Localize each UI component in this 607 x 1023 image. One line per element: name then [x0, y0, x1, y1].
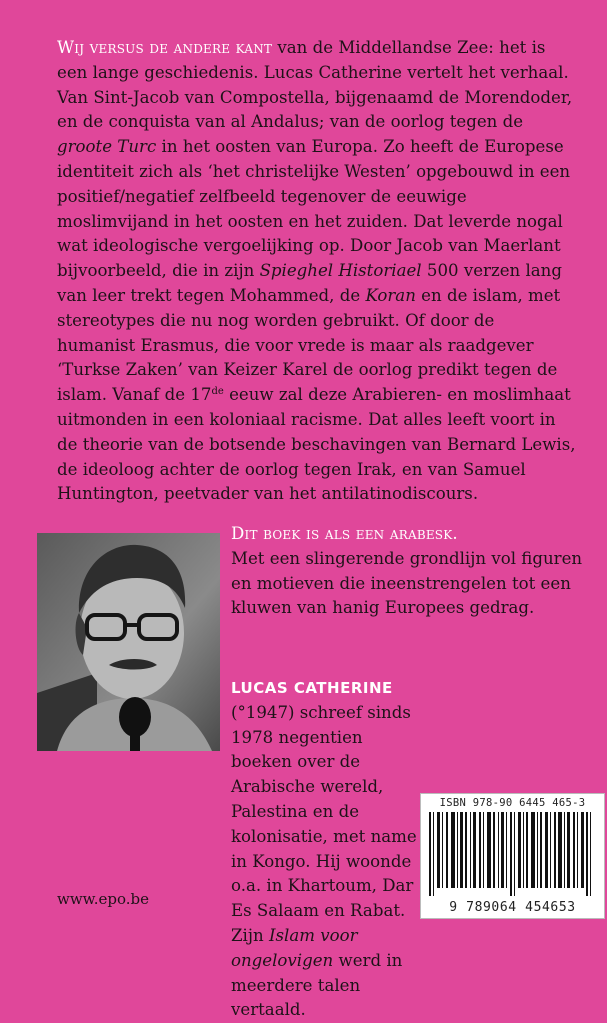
blurb-superscript: de	[211, 386, 224, 398]
arabesk-text: Met een slingerende grondlijn vol figuren en motieven die ineenstrengelen tot een kluwen van hanig Europees gedrag.	[231, 548, 583, 618]
author-name: LUCAS CATHERINE	[231, 679, 393, 697]
blurb-italic-koran: Koran	[365, 285, 416, 305]
blurb-text-d: en de islam, met stereotypes die nu nog worden gebruikt. Of door de humanist Erasmus, die voor vrede is maar als raadgever ‘Turkse Zaken’ van Keizer Karel de oorlog predikt tegen de islam. Vanaf de 17	[57, 285, 561, 405]
author-bio	[57, 676, 417, 1023]
blurb-block	[57, 36, 577, 507]
blurb-text-e: eeuw zal deze Arabieren- en moslimhaat uitmonden in een koloniaal racisme. Dat alles leeft voort in de theorie van de botsende beschavingen van Bernard Lewis, de ideoloog achter de oorlog tegen Irak, en van Samuel Huntington, peetvader van het antilatinodiscours.	[57, 385, 576, 504]
blurb-italic-groote-turc: groote Turc	[57, 137, 157, 157]
blurb-paragraph	[57, 36, 577, 507]
blurb-lead: Wij versus de andere kant	[57, 38, 273, 57]
author-bio-italic-title: Islam voor ongelovigen	[231, 925, 358, 970]
author-bio-text-b: werd in meerdere talen vertaald.	[231, 950, 403, 1020]
isbn-text: ISBN 978-90 6445 465-3	[439, 797, 586, 809]
publisher-website: www.epo.be	[57, 890, 149, 908]
blurb-italic-spieghel: Spieghel Historiael	[259, 261, 422, 281]
author-bio-first-line-wrap	[57, 676, 417, 1023]
author-bio-text-a: (°1947) schreef sinds 1978 negentien boeken over de Arabische wereld, Palestina en de kolonisatie, met name in Kongo. Hij woonde o.a. in Khartoum, Dar Es Salaam en Rabat. Zijn	[231, 702, 417, 945]
blurb-text-a: van de Middellandse Zee: het is een lange geschiedenis. Lucas Catherine vertelt het verhaal. Van Sint-Jacob van Compostella, bijgenaamd de Morendoder, en de conquista van al Andalus; van de oorlog tegen de	[57, 38, 573, 132]
blurb-text-b: in het oosten van Europa. Zo heeft de Europese identiteit zich als ‘het christelijke Westen’ opgebouwd in een positief/negatief zelfbeeld tegenover de eeuwige moslimvijand in het oosten en het zuiden. Dat leverde nogal wat ideologische vergoelijking op. Door Jacob van Maerlant bijvoorbeeld, die in zijn	[57, 137, 571, 281]
arabesk-block	[231, 522, 601, 621]
blurb-text-c: 500 verzen lang van leer trekt tegen Mohammed, de	[57, 261, 562, 305]
arabesk-lead: Dit boek is als een arabesk.	[231, 524, 458, 543]
barcode-box	[420, 793, 605, 919]
ean-digits: 9 789064 454653	[449, 900, 576, 915]
barcode-icon	[427, 812, 597, 896]
